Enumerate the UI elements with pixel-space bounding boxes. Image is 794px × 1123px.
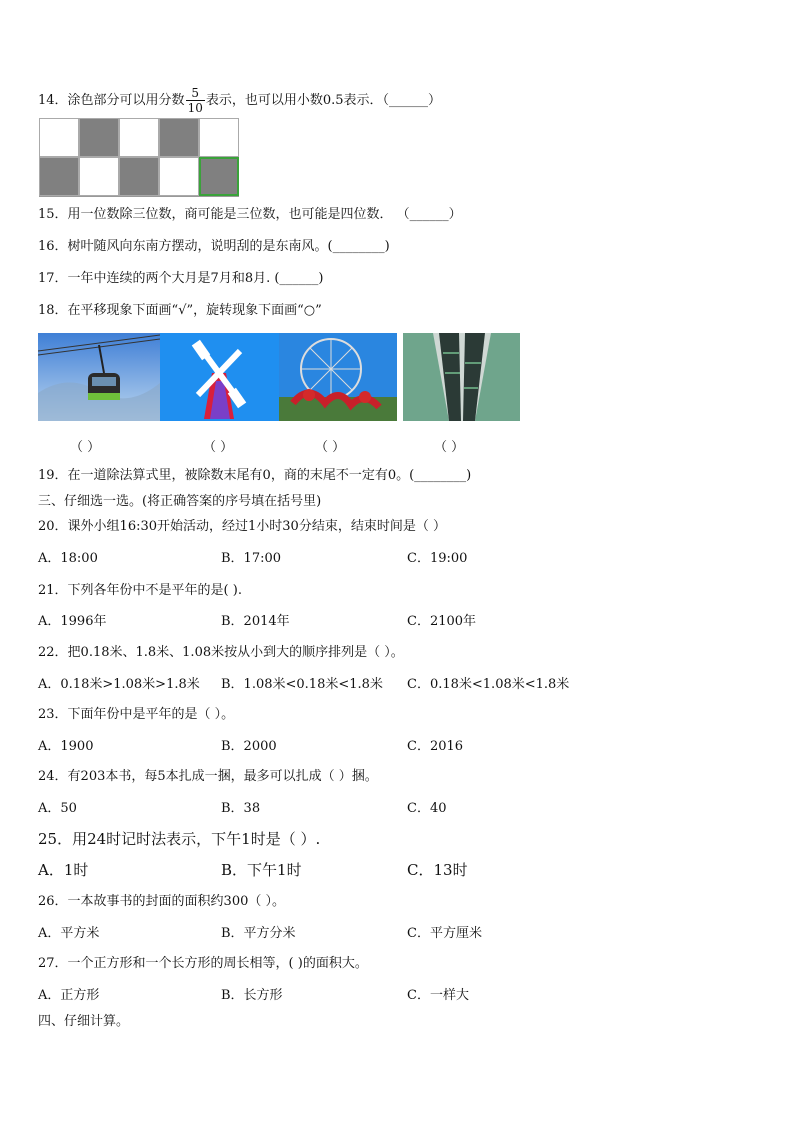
q14-number: 14．: [38, 93, 68, 108]
q26-option-a[interactable]: A．平方米: [38, 926, 100, 941]
grid-cell-blank: [159, 157, 199, 196]
q14-text: [38, 86, 441, 115]
q26-stem: 26．一本故事书的封面的面积约300（ ）。: [38, 894, 285, 909]
q14-fraction: [186, 86, 205, 115]
section-3-heading: 三、仔细选一选。(将正确答案的序号填在括号里): [38, 494, 322, 509]
grid-cell-shaded: [79, 118, 119, 157]
q22-option-b[interactable]: B．1.08米<0.18米<1.8米: [221, 677, 383, 692]
fraction-denominator: 10: [187, 101, 203, 115]
grid-cell-shaded: [119, 157, 159, 196]
q22-option-a[interactable]: A．0.18米>1.08米>1.8米: [38, 677, 200, 692]
q25-stem: 25．用24时记时法表示，下午1时是（ ）.: [38, 830, 321, 848]
q18-answer-4[interactable]: （ ）: [434, 440, 465, 455]
q15-text: 15．用一位数除三位数，商可能是三位数，也可能是四位数． （______）: [38, 207, 462, 222]
q14-pre: 涂色部分可以用分数: [67, 93, 185, 108]
q25-option-a[interactable]: A．1时: [38, 861, 89, 879]
q27-option-a[interactable]: A．正方形: [38, 988, 100, 1003]
grid-cell-blank: [119, 118, 159, 157]
q27-option-c[interactable]: C．一样大: [407, 988, 469, 1003]
q23-stem: 23．下面年份中是平年的是（ ）。: [38, 707, 235, 722]
q24-option-b[interactable]: B．38: [221, 801, 261, 816]
ferris-wheel-image: [279, 333, 397, 421]
q18-text: 18．在平移现象下面画“√”，旋转现象下面画“○”: [38, 303, 322, 318]
q24-option-a[interactable]: A．50: [38, 801, 77, 816]
grid-cell-shaded: [199, 157, 239, 196]
q18-answer-2[interactable]: （ ）: [203, 440, 234, 455]
q26-option-c[interactable]: C．平方厘米: [407, 926, 482, 941]
q20-stem: 20．课外小组16:30开始活动，经过1小时30分结束，结束时间是（ ）: [38, 519, 446, 534]
grid-cell-blank: [39, 118, 79, 157]
q16-text: 16．树叶随风向东南方摆动，说明刮的是东南风。(________): [38, 239, 390, 254]
q14-post: 表示，也可以用小数0.5表示．（______）: [205, 93, 442, 108]
q20-option-b[interactable]: B．17:00: [221, 551, 282, 566]
grid-cell-blank: [79, 157, 119, 196]
q18-answer-1[interactable]: （ ）: [70, 440, 101, 455]
q21-option-c[interactable]: C．2100年: [407, 614, 477, 629]
q25-option-c[interactable]: C．13时: [407, 861, 468, 879]
q22-stem: 22．把0.18米、1.8米、1.08米按从小到大的顺序排列是（ ）。: [38, 645, 404, 660]
q21-option-a[interactable]: A．1996年: [38, 614, 107, 629]
q21-stem: 21．下列各年份中不是平年的是( ).: [38, 583, 242, 598]
q21-option-b[interactable]: B．2014年: [221, 614, 290, 629]
q23-option-a[interactable]: A．1900: [38, 739, 94, 754]
windmill-image: [160, 333, 279, 421]
q23-option-c[interactable]: C．2016: [407, 739, 464, 754]
section-4-heading: 四、仔细计算。: [38, 1014, 130, 1029]
q20-option-a[interactable]: A．18:00: [38, 551, 98, 566]
q14-shaded-grid: [39, 118, 239, 197]
grid-cell-blank: [199, 118, 239, 157]
q27-option-b[interactable]: B．长方形: [221, 988, 283, 1003]
escalator-image: [403, 333, 520, 421]
q26-option-b[interactable]: B．平方分米: [221, 926, 296, 941]
q27-stem: 27．一个正方形和一个长方形的周长相等，( )的面积大。: [38, 956, 368, 971]
grid-cell-shaded: [39, 157, 79, 196]
q20-option-c[interactable]: C．19:00: [407, 551, 468, 566]
q22-option-c[interactable]: C．0.18米<1.08米<1.8米: [407, 677, 570, 692]
grid-cell-shaded: [159, 118, 199, 157]
q18-answer-3[interactable]: （ ）: [315, 440, 346, 455]
q24-stem: 24．有203本书，每5本扎成一捆，最多可以扎成（ ）捆。: [38, 769, 378, 784]
fraction-numerator: 5: [186, 86, 205, 101]
q23-option-b[interactable]: B．2000: [221, 739, 277, 754]
q17-text: 17．一年中连续的两个大月是7月和8月. (______): [38, 271, 324, 286]
q25-option-b[interactable]: B．下午1时: [221, 861, 302, 879]
q19-text: 19．在一道除法算式里，被除数末尾有0，商的末尾不一定有0。(________): [38, 468, 472, 483]
q24-option-c[interactable]: C．40: [407, 801, 447, 816]
cable-car-image: [38, 333, 160, 421]
